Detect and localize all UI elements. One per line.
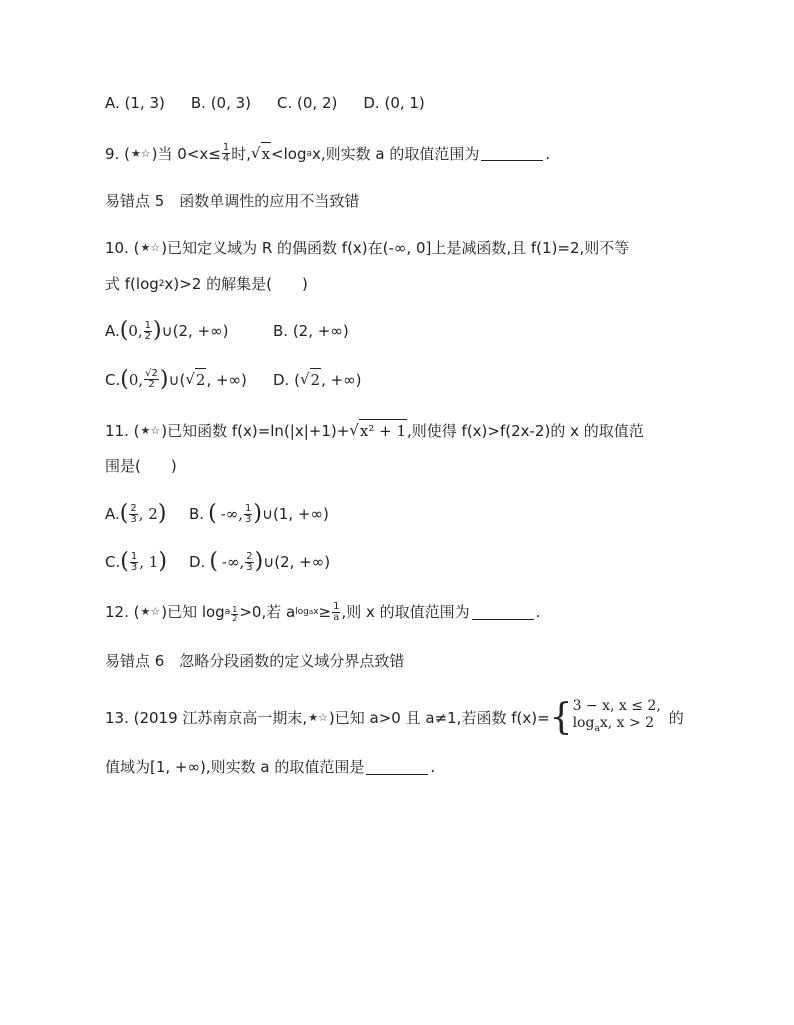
q10-options-row-2 <box>105 368 362 391</box>
q9-text-1: )当 0<x≤ <box>151 144 221 163</box>
q13-piecewise: { 3 − x, x ≤ 2, $\log_ax$, x > 2 <box>549 697 661 738</box>
q9-text-3: <log <box>271 144 307 163</box>
question-13-line-2: 值域为[1, +∞),则实数 a 的取值范围是 . <box>105 758 436 776</box>
q11-options-row-1 <box>105 503 329 525</box>
q10-option-d: D. ( √ 2 , +∞) <box>273 370 362 389</box>
q13-answer-blank[interactable] <box>366 760 428 775</box>
difficulty-stars-icon: ★☆ <box>140 241 161 254</box>
difficulty-stars-icon: ★☆ <box>130 146 151 160</box>
difficulty-stars-icon: ★☆ <box>140 423 161 437</box>
q8-option-c: C. (0, 2) <box>277 94 338 112</box>
section-6-heading: 易错点 6 忽略分段函数的定义域分界点致错 <box>105 652 405 670</box>
q11-options-row-2 <box>105 551 330 573</box>
q11-option-c: C. ( $\frac{1}{3}$ , 1 ) <box>105 549 167 574</box>
q9-sqrt: √ x <box>251 144 271 163</box>
question-13-line-1: 13. (2019 江苏南京高一期末, ★☆ )已知 a>0 且 a≠1,若函数 f(x)= { 3 − x, x ≤ 2, $\log_ax$, x > 2 的 <box>105 697 684 738</box>
q11-option-d: D. ( -∞, $\frac{2}{3}$ ) ∪(2, +∞) <box>189 549 331 574</box>
question-11-line-1: 11. ( ★☆ )已知函数 f(x)=ln(|x|+1)+ √ x² + 1 ,则使得 f(x)>f(2x-2)的 x 的取值范 <box>105 421 644 440</box>
q9-text-4: x,则实数 a 的取值范围为 <box>312 144 480 163</box>
q11-option-b: B. ( -∞, $\frac{1}{3}$ ) ∪(1, +∞) <box>189 501 329 526</box>
q12-answer-blank[interactable] <box>472 605 534 620</box>
question-11-line-2: 围是( ) <box>105 457 177 475</box>
q8-option-d: D. (0, 1) <box>363 94 425 112</box>
question-10-line-1: 10. ( ★☆ )已知定义域为 R 的偶函数 f(x)在(-∞, 0]上是减函数,且 f(1)=2,则不等 <box>105 239 630 257</box>
difficulty-stars-icon: ★☆ <box>140 605 161 618</box>
q9-fraction: $\frac{1}{4}$ <box>222 142 230 164</box>
q9-text-2: 时, <box>231 144 252 163</box>
q9-answer-blank[interactable] <box>481 146 543 161</box>
q8-option-b: B. (0, 3) <box>190 94 252 112</box>
q9-number: 9. ( <box>105 144 130 163</box>
section-5-heading: 易错点 5 函数单调性的应用不当致错 <box>105 192 360 210</box>
q11-option-a: A. ( $\frac{2}{3}$ , 2 ) <box>105 501 167 526</box>
q10-options-row-1 <box>105 320 349 342</box>
question-12: 12. ( ★☆ )已知 log a $\frac{1}{2}$ >0,若 a logax ≥ $\frac{1}{a}$ ,则 x 的取值范围为 . <box>105 600 541 623</box>
q11-sqrt: √ x² + 1 <box>349 421 406 440</box>
q8-options <box>105 92 451 114</box>
q10-option-a: A. ( 0, $\frac{1}{2}$ ) ∪(2, +∞) <box>105 318 229 343</box>
q8-option-a: A. (1, 3) <box>105 94 165 112</box>
question-9: 9. ( ★☆ )当 0<x≤ $\frac{1}{4}$ 时, √ x <log a x,则实数 a 的取值范围为 . <box>105 142 551 164</box>
left-brace-icon: { <box>549 697 573 738</box>
question-10-line-2: 式 f(log 2 x)>2 的解集是( ) <box>105 275 308 293</box>
q10-option-c: C. ( 0, $\frac{√2}{2}$ ) ∪( √ 2 , +∞) <box>105 366 247 392</box>
q10-option-b: B. (2, +∞) <box>273 322 349 340</box>
difficulty-stars-icon: ★☆ <box>308 711 328 724</box>
